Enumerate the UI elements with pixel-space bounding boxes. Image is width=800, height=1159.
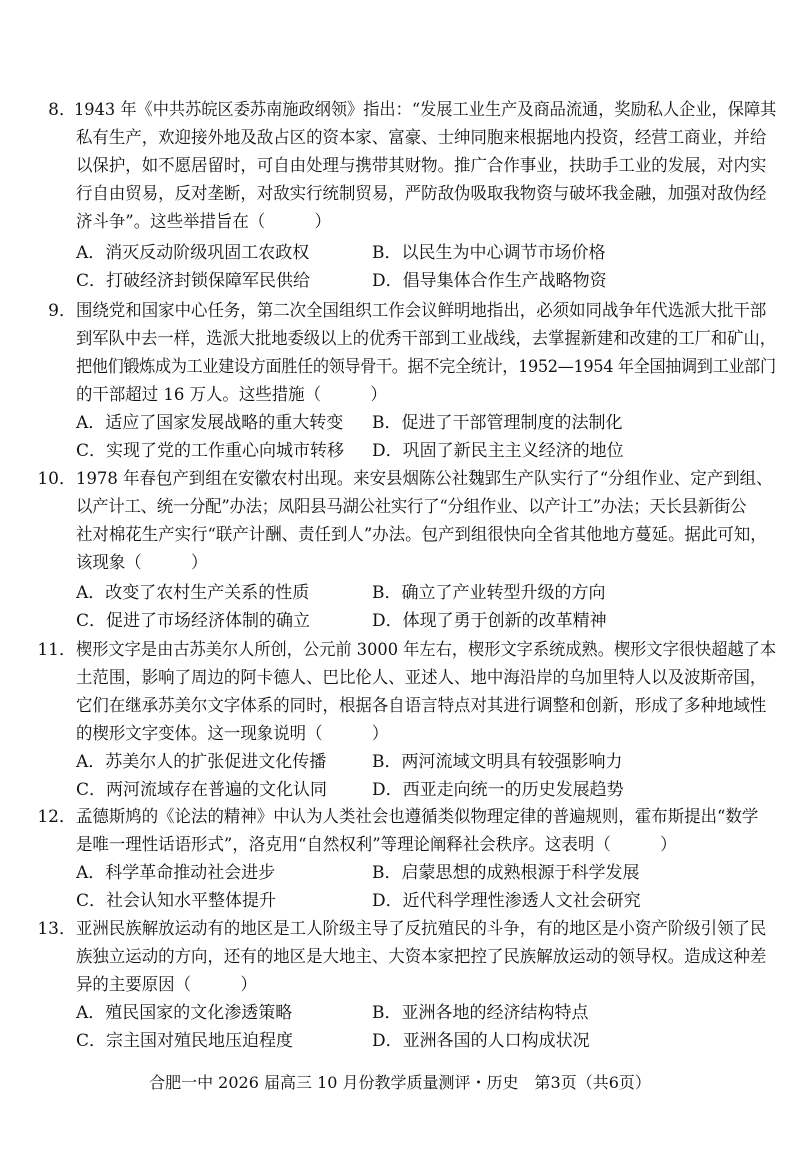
question-text-line: 孟德斯鸠的《论法的精神》中认为人类社会也遵循类似物理定律的普遍规则，霍布斯提出“数学 [76,807,759,827]
option-c: C．社会认知水平整体提升 [76,891,277,911]
option-a: A．科学革命推动社会进步 [76,863,276,883]
option-d: D．倡导集体合作生产战略物资 [372,271,607,291]
option-d: D．近代科学理性渗透人文社会研究 [372,891,641,911]
question-text-line: 围绕党和国家中心任务，第二次全国组织工作会议鲜明地指出，必须如同战争年代选派大批干部 [76,301,767,321]
option-a: A．适应了国家发展战略的重大转变 [76,413,344,433]
question-number: 12． [37,807,76,827]
option-b: B．亚洲各地的经济结构特点 [372,1003,589,1023]
option-c: C．宗主国对殖民地压迫程度 [76,1031,294,1051]
option-b: B．以民生为中心调节市场价格 [372,243,606,263]
option-d: D．亚洲各国的人口构成状况 [372,1031,590,1051]
option-b: B．两河流域文明具有较强影响力 [372,752,623,772]
option-a: A．苏美尔人的扩张促进文化传播 [76,752,327,772]
option-a: A．殖民国家的文化渗透策略 [76,1003,293,1023]
question-number: 9． [48,301,76,321]
option-a: A．改变了农村生产关系的性质 [76,583,310,603]
question-text-line: 是唯一理性话语形式”，洛克用“自然权利”等理论阐释社会秩序。这表明（ ） [76,835,677,855]
option-d: D．体现了勇于创新的改革精神 [372,611,607,631]
question-number: 13． [37,919,76,939]
option-c: C．促进了市场经济体制的确立 [76,611,311,631]
question-text-line: 社对棉花生产实行“联产计酬、责任到人”办法。包产到组很快向全省其他地方蔓延。据此可知， [76,525,767,545]
question-text-line: 异的主要原因（ ） [76,975,257,995]
question-text-line: 1943 年《中共苏皖区委苏南施政纲领》指出：“发展工业生产及商品流通，奖励私人企业，保障其 [74,100,777,120]
question-text-line: 以保护，如不愿居留时，可自由处理与携带其财物。推广合作事业，扶助手工业的发展，对内实 [76,156,767,176]
question-text-line: 的楔形文字变体。这一现象说明（ ） [76,724,389,744]
question-text-line: 的干部超过 16 万人。这些措施（ ） [76,385,387,405]
question-text-line: 亚洲民族解放运动有的地区是工人阶级主导了反抗殖民的斗争，有的地区是小资产阶级引领了民 [76,919,767,939]
question-text-line: 济斗争”。这些举措旨在（ ） [76,212,331,232]
question-text-line: 以产计工、统一分配”办法；凤阳县马湖公社实行了“分组作业、以产计工”办法；天长县新街公 [76,497,747,517]
question-text-line: 楔形文字是由古苏美尔人所创，公元前 3000 年左右，楔形文字系统成熟。楔形文字很快超越了本 [76,640,777,660]
option-d: D．巩固了新民主主义经济的地位 [372,441,624,461]
question-text-line: 1978 年春包产到组在安徽农村出现。来安县烟陈公社魏郢生产队实行了“分组作业、定产到组、 [76,469,773,489]
option-b: B．确立了产业转型升级的方向 [372,583,606,603]
question-number: 8． [48,100,76,120]
option-b: B．启蒙思想的成熟根源于科学发展 [372,863,640,883]
question-text-line: 行自由贸易，反对垄断，对敌实行统制贸易，严防敌伪吸取我物资与破坏我金融，加强对敌伪经 [76,184,767,204]
question-text-line: 该现象（ ） [76,553,208,573]
question-text-line: 它们在继承苏美尔文字体系的同时，根据各自语言特点对其进行调整和创新，形成了多种地域性 [76,696,767,716]
option-c: C．实现了党的工作重心向城市转移 [76,441,345,461]
question-number: 11． [37,640,76,660]
page-footer: 合肥一中 2026 届高三 10 月份教学质量测评・历史 第3页（共6页） [149,1073,651,1092]
question-text-line: 族独立运动的方向，还有的地区是大地主、大资本家把控了民族解放运动的领导权。造成这种差 [76,947,767,967]
question-text-line: 到军队中去一样，选派大批地委级以上的优秀干部到工业战线，去掌握新建和改建的工厂和矿山， [76,329,777,349]
option-c: C．两河流域存在普遍的文化认同 [76,780,328,800]
option-a: A．消灭反动阶级巩固工农政权 [76,243,310,263]
option-b: B．促进了干部管理制度的法制化 [372,413,623,433]
option-c: C．打破经济封锁保障军民供给 [76,271,311,291]
question-text-line: 私有生产，欢迎接外地及敌占区的资本家、富豪、士绅同胞来根据地内投资，经营工商业，并给 [76,128,767,148]
question-text-line: 土范围，影响了周边的阿卡德人、巴比伦人、亚述人、地中海沿岸的乌加里特人以及波斯帝国， [76,668,767,688]
question-text-line: 把他们锻炼成为工业建设方面胜任的领导骨干。据不完全统计，1952—1954 年全国抽调到工业部门 [76,357,776,377]
option-d: D．西亚走向统一的历史发展趋势 [372,780,624,800]
question-number: 10． [37,469,76,489]
